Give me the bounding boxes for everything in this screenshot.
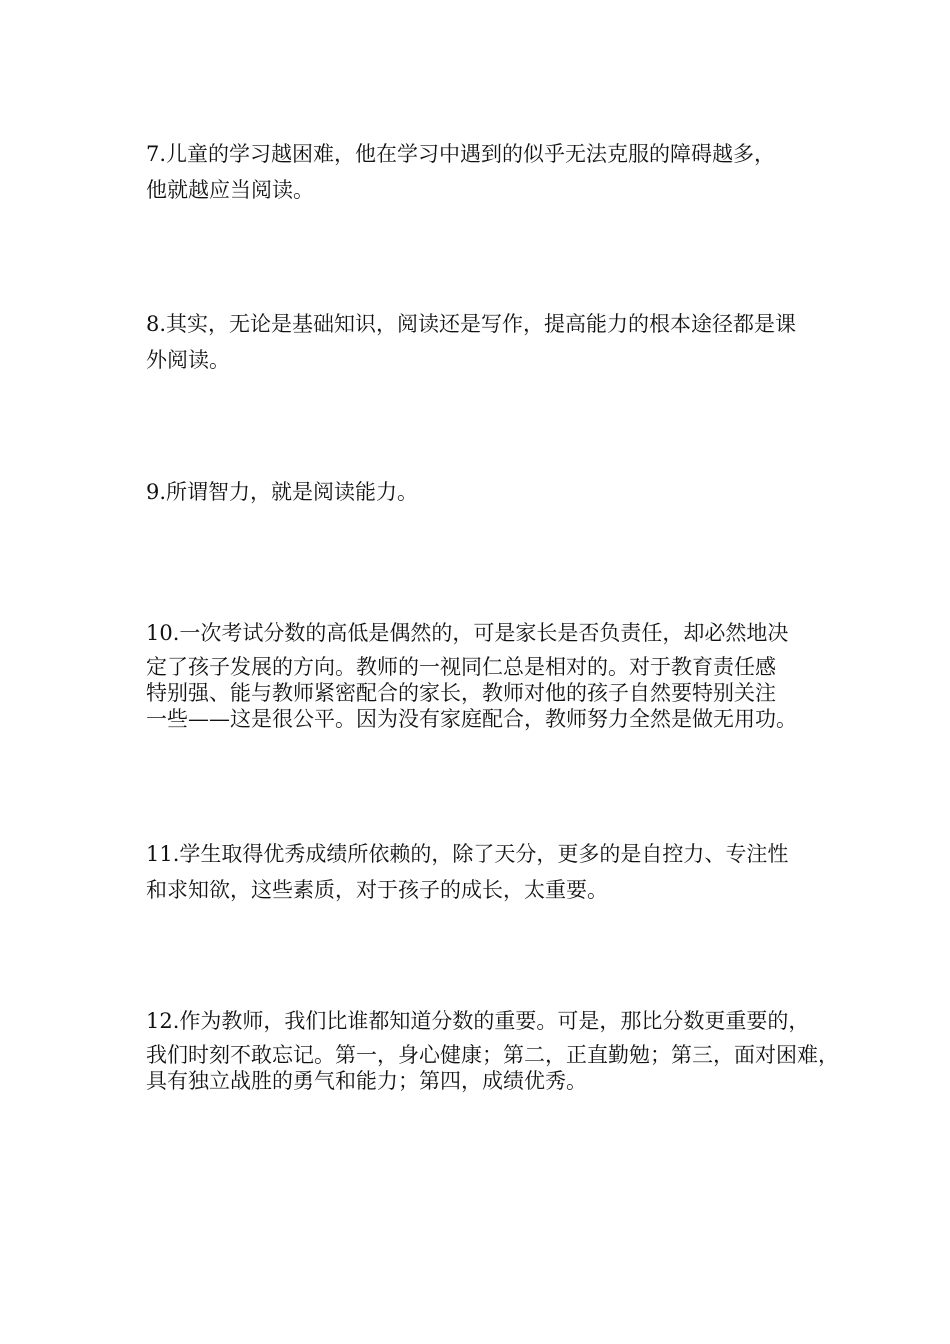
paragraph-line: 特别强、能与教师紧密配合的家长，教师对他的孩子自然要特别关注: [146, 681, 776, 705]
paragraph-line: 和求知欲，这些素质，对于孩子的成长，太重要。: [146, 878, 608, 902]
paragraph-line: 定了孩子发展的方向。教师的一视同仁总是相对的。对于教育责任感: [146, 655, 776, 679]
paragraph-9: [146, 474, 836, 510]
paragraph-line: 我们时刻不敢忘记。第一，身心健康；第二，正直勤勉；第三，面对困难，: [146, 1043, 839, 1067]
paragraph-11: [146, 836, 836, 908]
paragraph-line: 8.其实，无论是基础知识，阅读还是写作，提高能力的根本途径都是课: [146, 312, 797, 336]
paragraph-10: [146, 618, 836, 732]
paragraph-12: [146, 1006, 839, 1094]
paragraph-line: 外阅读。: [146, 348, 230, 372]
paragraph-line: 9.所谓智力，就是阅读能力。: [146, 480, 419, 504]
paragraph-line: 7.儿童的学习越困难，他在学习中遇到的似乎无法克服的障碍越多，: [146, 142, 776, 166]
paragraph-line: 11.学生取得优秀成绩所依赖的，除了天分，更多的是自控力、专注性: [146, 842, 789, 866]
paragraph-7: [146, 136, 836, 208]
paragraph-line: 具有独立战胜的勇气和能力；第四，成绩优秀。: [146, 1069, 587, 1093]
paragraph-line: 一些——这是很公平。因为没有家庭配合，教师努力全然是做无用功。: [146, 707, 797, 731]
paragraph-line: 12.作为教师，我们比谁都知道分数的重要。可是，那比分数更重要的，: [146, 1009, 810, 1033]
paragraph-line: 他就越应当阅读。: [146, 178, 314, 202]
paragraph-line: 10.一次考试分数的高低是偶然的，可是家长是否负责任，却必然地决: [146, 621, 789, 645]
paragraph-8: [146, 306, 836, 378]
